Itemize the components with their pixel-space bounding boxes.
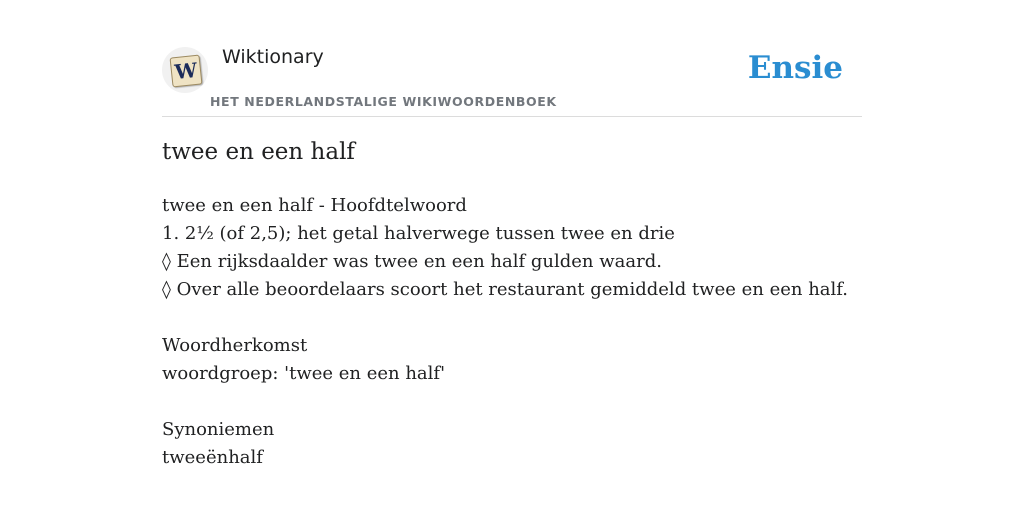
wiktionary-logo-icon[interactable] bbox=[162, 47, 208, 93]
spacer bbox=[162, 304, 862, 332]
site-name[interactable]: Wiktionary bbox=[222, 46, 324, 68]
logo-tile bbox=[170, 55, 203, 88]
spacer bbox=[162, 388, 862, 416]
synonyms-text: tweeënhalf bbox=[162, 447, 263, 468]
logo-letter: W bbox=[173, 57, 199, 85]
example-sentence: ◊ Een rijksdaalder was twee en een half gulden waard. bbox=[162, 251, 662, 272]
entry-content bbox=[162, 192, 862, 472]
entry-heading: twee en een half - Hoofdtelwoord bbox=[162, 195, 467, 216]
entry-definition: 1. 2½ (of 2,5); het getal halverwege tussen twee en drie bbox=[162, 223, 675, 244]
example-sentence: ◊ Over alle beoordelaars scoort het restaurant gemiddeld twee en een half. bbox=[162, 279, 849, 300]
site-subtitle: HET NEDERLANDSTALIGE WIKIWOORDENBOEK bbox=[210, 94, 557, 109]
site-header bbox=[162, 40, 862, 117]
page-title: twee en een half bbox=[162, 139, 355, 165]
ensie-brand-logo[interactable]: Ensie bbox=[747, 50, 843, 86]
etymology-label: Woordherkomst bbox=[162, 335, 308, 356]
synonyms-label: Synoniemen bbox=[162, 419, 275, 440]
etymology-text: woordgroep: 'twee en een half' bbox=[162, 363, 446, 384]
